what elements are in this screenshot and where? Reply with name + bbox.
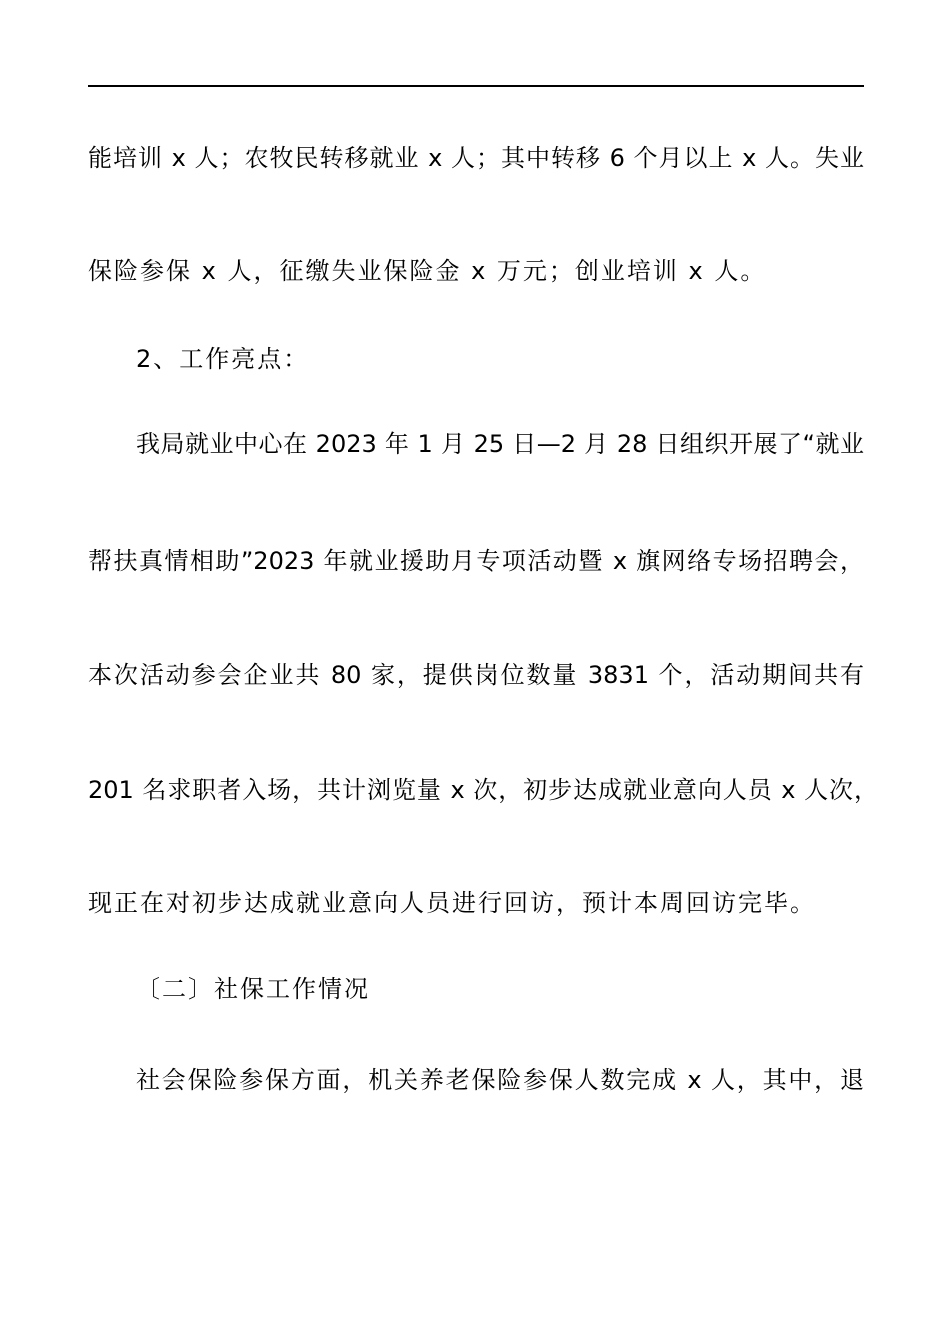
- paragraph-line: 帮扶真情相助”2023 年就业援助月专项活动暨 x 旗网络专场招聘会，: [88, 547, 864, 575]
- section-heading: 2、工作亮点：: [136, 345, 310, 373]
- paragraph-line: 保险参保 x 人，征缴失业保险金 x 万元；创业培训 x 人。: [88, 257, 767, 285]
- paragraph-line: 现正在对初步达成就业意向人员进行回访，预计本周回访完毕。: [88, 889, 816, 917]
- paragraph-line: 能培训 x 人；农牧民转移就业 x 人；其中转移 6 个月以上 x 人。失业: [88, 144, 864, 172]
- paragraph-line: 我局就业中心在 2023 年 1 月 25 日—2 月 28 日组织开展了“就业: [136, 430, 864, 458]
- paragraph-line: 社会保险参保方面，机关养老保险参保人数完成 x 人，其中，退: [136, 1066, 864, 1094]
- section-heading: 〔二〕社保工作情况: [136, 975, 370, 1003]
- paragraph-line: 201 名求职者入场，共计浏览量 x 次，初步达成就业意向人员 x 人次，: [88, 776, 878, 804]
- paragraph-line: 本次活动参会企业共 80 家，提供岗位数量 3831 个，活动期间共有: [88, 661, 864, 689]
- header-rule: [88, 85, 864, 87]
